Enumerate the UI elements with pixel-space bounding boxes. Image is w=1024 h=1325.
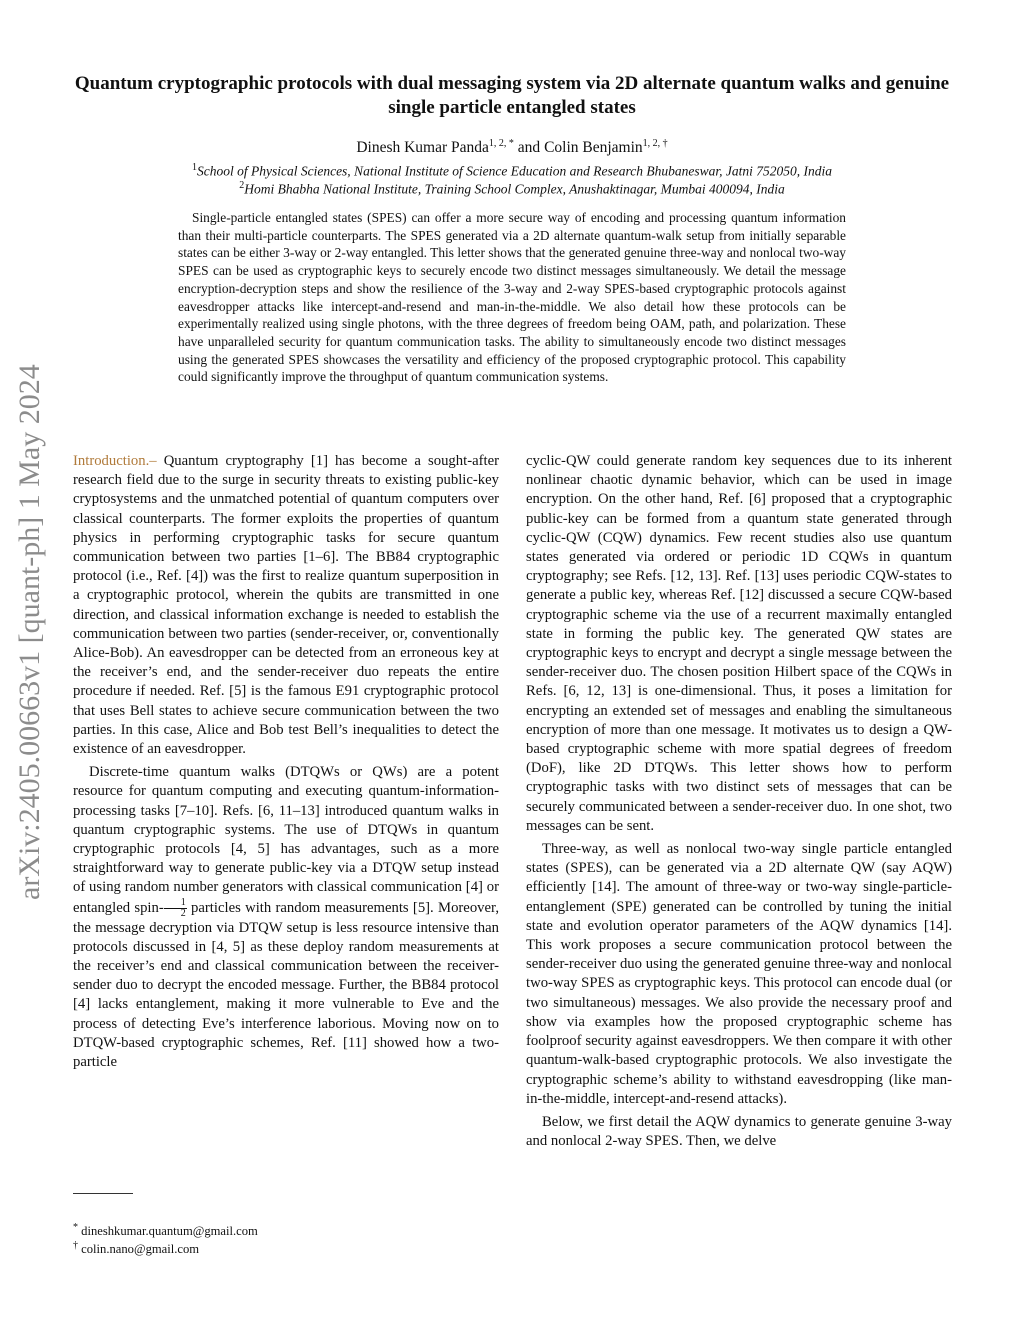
paragraph bbox=[73, 763, 499, 1072]
paragraph: Below, we first detail the AQW dynamics to generate genuine 3-way and nonlocal 2-way SPES. Then, we delve bbox=[526, 1113, 952, 1150]
author-conjunction: and bbox=[513, 139, 545, 157]
left-column bbox=[73, 452, 499, 1072]
paragraph-text: Quantum cryptography [1] has become a sought-after research field due to the surge in security threats to existing public-key cryptosystems and the unmatched potential of quantum computers over classical counterparts. The former exploits the properties of quantum physics in performing cryptographic tasks for secure quantum communication between two parties [1–6]. The BB84 cryptographic protocol (i.e., Ref. [4]) was the first to realize quantum superposition in a cryptographic protocol, wherein the qubits are transmitted in one direction, and classical information exchange is needed to establish the communication between two parties (sender-receiver, or, conventionally Alice-Bob). An eavesdropper can be detected from an erroneous key at the receiver’s end, and the sender-receiver duo repeats the entire procedure if needed. Ref. [5] is the famous E91 cryptographic protocol that uses Bell states to achieve secure communication between the two parties. In this case, Alice and Bob test Bell’s inequalities to detect the existence of an eavesdropper. bbox=[73, 453, 499, 758]
paragraph: cyclic-QW could generate random key sequences due to its inherent nonlinear chaotic dynamic behavior, which can be used in image encryption. On the other hand, Ref. [6] proposed that a cryptographic public-key can be formed from a quantum state generated through cyclic-QW (CQW) dynamics. Few recent studies also use quantum states generated via ordered or periodic 1D CQWs in quantum cryptography; see Refs. [12, 13]. Ref. [13] uses periodic CQW-states to generate a public key, whereas Ref. [12] discussed a secure CQW-based cryptographic scheme via the use of a recurrent maximally entangled state in forming the public key. The generated QW states are cryptographic keys to encrypt and decrypt a single message between the sender-receiver duo. The chosen position Hilbert space of the CQWs in Refs. [6, 12, 13] is one-dimensional. Thus, it poses a limitation for encrypting an extended set of messages and enabling the simultaneous encryption of more than one message. It motivates us to design a QW-based cryptographic scheme with more spatial degrees of freedom (DoF), like 2D DTQWs. This letter shows how to perform cryptographic tasks with two distinct sets of messages that can be securely communicated between a sender-receiver duo. In one shot, two messages can be sent. bbox=[526, 453, 952, 834]
fraction-one-half bbox=[164, 898, 187, 919]
affiliation-1 bbox=[60, 162, 964, 180]
fraction-denominator: 2 bbox=[180, 907, 186, 919]
footnote-divider bbox=[73, 1193, 133, 1194]
affiliation-mark: 2 bbox=[239, 180, 245, 191]
paragraph bbox=[73, 452, 499, 759]
author-affiliation-mark: 1, 2, † bbox=[642, 138, 668, 149]
footnote-mark: † bbox=[73, 1240, 78, 1251]
footnote-mark: * bbox=[73, 1222, 78, 1233]
paragraph: Three-way, as well as nonlocal two-way single particle entangled states (SPES), can be generated via a 2D alternate QW (say AQW) efficiently [14]. The amount of three-way or two-way single-particle-entanglement (SPE) generated can be controlled by tuning the initial state and evolution operator parameters of the AQW dynamics [14]. This work proposes a secure communication protocol between the sender-receiver duo using the generated genuine three-way and nonlocal two-way SPES as cryptographic keys. This protocol can encode dual (or two simultaneous) messages. We also provide the necessary proof and show via examples how the proposed cryptographic scheme has foolproof security against eavesdroppers. We then compare it with other quantum-walk-based cryptographic protocols. We also investigate the cryptographic scheme’s ability to withstand eavesdropping (like man-in-the-middle, intercept-and-resend attacks). bbox=[526, 841, 952, 1107]
author-line bbox=[60, 138, 964, 157]
paragraph-text: particles with random measurements [5]. Moreover, the message decryption via DTQW setup is less resource intensive than protocols discussed in [4, 5] as these deploy random measurements at the receiver’s end and classical communication between the receiver-sender duo to decrypt the encoded message. Further, the BB84 protocol [4] lacks entanglement, making it more vulnerable to Eve and the process of detecting Eve’s interference laborious. Moving now on to DTQW-based cryptographic schemes, Ref. [11] showed how a two-particle bbox=[73, 899, 500, 1071]
author-affiliation-mark: 1, 2, * bbox=[488, 138, 514, 149]
right-column bbox=[526, 452, 952, 1151]
paper-title: Quantum cryptographic protocols with dual messaging system via 2D alternate quantum walks and genuine single particle entangled states bbox=[74, 73, 950, 118]
section-heading: Introduction.– bbox=[73, 453, 157, 469]
affiliation-text: Homi Bhabha National Institute, Training School Complex, Anushaktinagar, Mumbai 400094, India bbox=[244, 181, 785, 197]
author-name: Colin Benjamin bbox=[544, 139, 643, 157]
paragraph-text: Discrete-time quantum walks (DTQWs or QWs) are a potent resource for quantum computing and executing quantum-information-processing tasks [7–10]. Refs. [6, 11–13] introduced quantum walks in quantum cryptographic systems. The use of DTQWs in quantum cryptographic protocols [4, 5] has advantages, such as a more straightforward way to generate public-key via a DTQW setup instead of using random number generators with classical communication [4] or entangled spin- bbox=[73, 764, 499, 916]
email-link[interactable]: colin.nano@gmail.com bbox=[81, 1242, 200, 1257]
footnote-1 bbox=[73, 1222, 258, 1239]
email-link[interactable]: dineshkumar.quantum@gmail.com bbox=[81, 1224, 258, 1239]
arxiv-identifier-stamp: arXiv:2405.00663v1 [quant-ph] 1 May 2024 bbox=[13, 364, 46, 900]
footnote-2 bbox=[73, 1240, 199, 1257]
affiliation-mark: 1 bbox=[191, 162, 197, 173]
affiliation-text: School of Physical Sciences, National Institute of Science Education and Research Bhubaneswar, Jatni 752050, India bbox=[196, 163, 832, 179]
author-name: Dinesh Kumar Panda bbox=[356, 139, 489, 157]
affiliation-2 bbox=[60, 180, 964, 198]
abstract: Single-particle entangled states (SPES) can offer a more secure way of encoding and processing quantum information than their multi-particle counterparts. The SPES generated via a 2D alternate quantum-walk setup from initially separable states can be either 3-way or 2-way entangled. This letter shows that the generated genuine three-way and nonlocal two-way SPES can be used as cryptographic keys to securely encode two distinct messages simultaneously. We detail the message encryption-decryption steps and show the resilience of the 3-way and 2-way SPES-based cryptographic protocols against eavesdropper attacks like intercept-and-resend and man-in-the-middle. We also detail how these protocols can be experimentally realized using single photons, with the three degrees of freedom being OAM, path, and polarization. These have unparalleled security for quantum communication tasks. The ability to simultaneously encode two distinct messages using the generated SPES showcases the versatility and efficiency of the proposed cryptographic protocol. This capability could significantly improve the throughput of quantum communication systems. bbox=[178, 210, 846, 385]
fraction-numerator: 1 bbox=[164, 898, 187, 909]
